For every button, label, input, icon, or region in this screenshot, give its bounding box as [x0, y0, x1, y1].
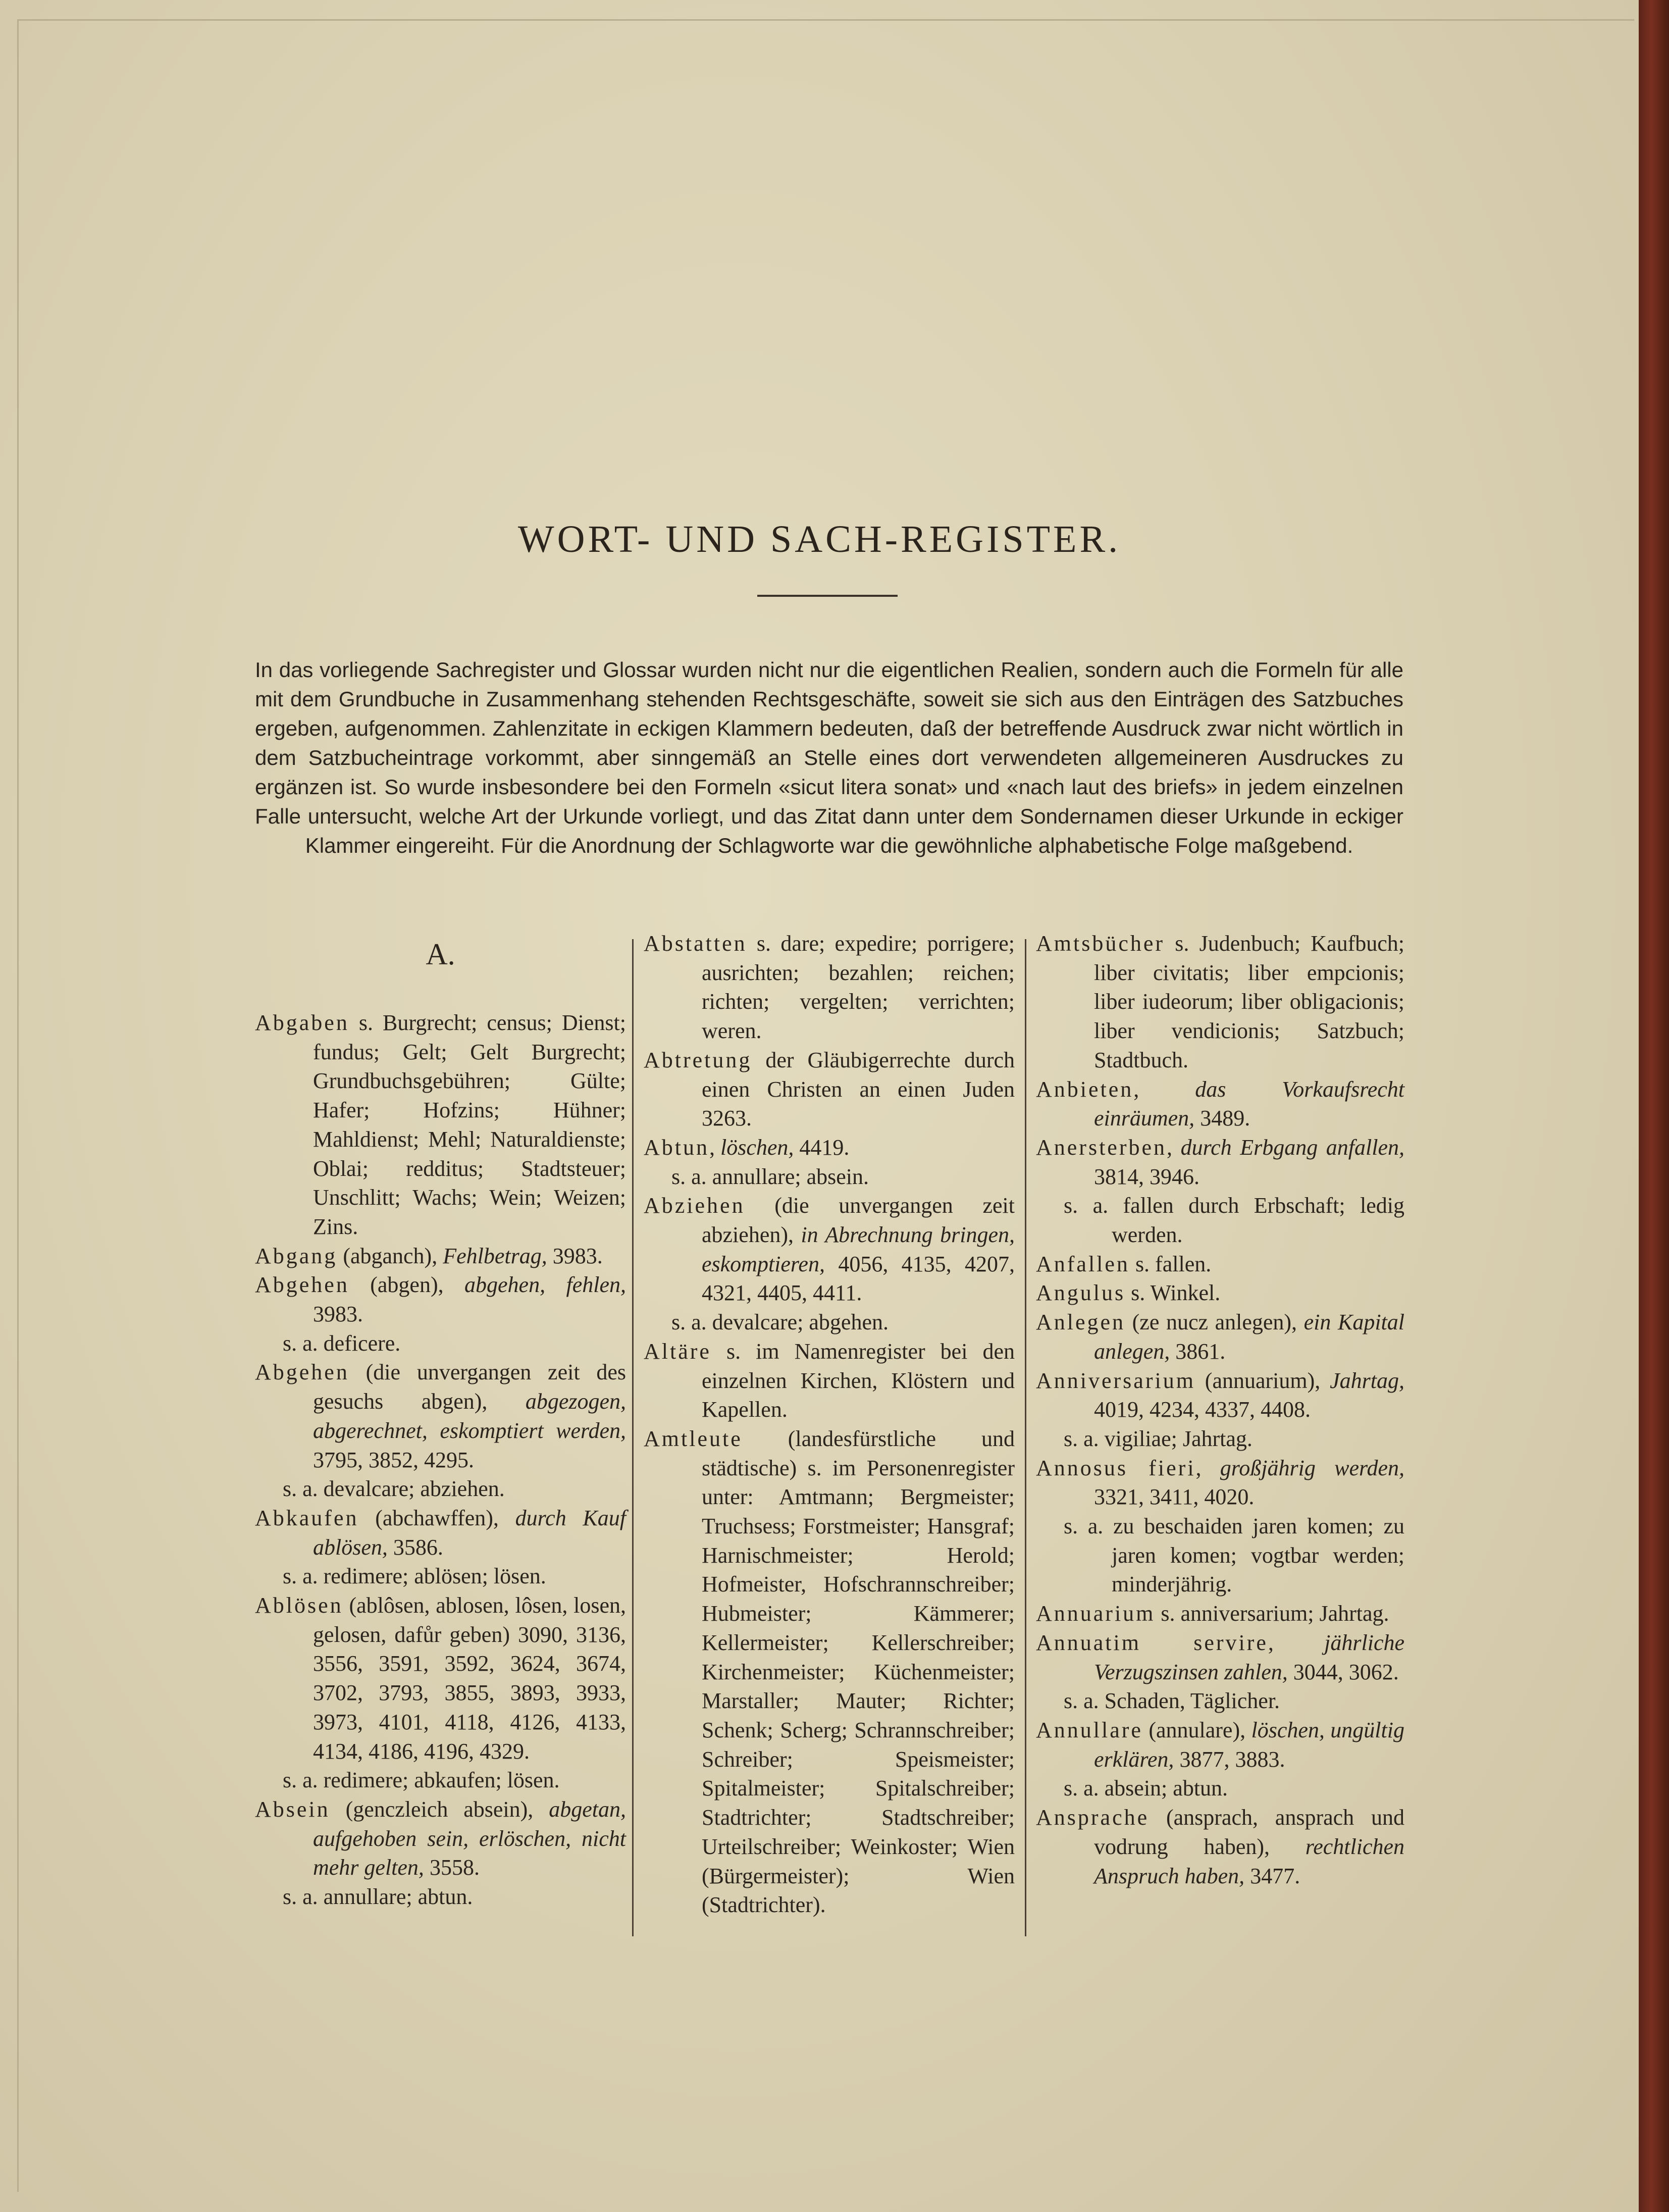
column-divider-right: [1025, 939, 1026, 1936]
entry-text: ,: [1167, 1135, 1181, 1160]
entry-headword: Annuatim servire: [1036, 1630, 1268, 1655]
entry-text: s. dare; expedire; porrigere; ausrichten; bezahlen; reichen; richten; vergelten; verrichten; weren.: [702, 931, 1015, 1044]
entry-text: der Gläubigerrechte durch einen Christen an einen Juden 3263.: [702, 1047, 1015, 1131]
index-entry: [255, 1591, 626, 1766]
cross-reference: s. a. redimere; ablösen; lösen.: [283, 1564, 546, 1589]
entry-gloss: abgehen, fehlen,: [464, 1272, 626, 1298]
index-entry: [1036, 1278, 1404, 1308]
entry-headword: Abziehen: [644, 1193, 745, 1218]
entry-text: (abchawffen),: [358, 1505, 515, 1530]
index-entry: [644, 1424, 1015, 1920]
index-entry: [1036, 1133, 1404, 1191]
entry-headword: Anersterben: [1036, 1135, 1167, 1160]
entry-refs: 3489.: [1194, 1106, 1250, 1131]
index-entry: [644, 1133, 1015, 1162]
page-title: WORT- UND SACH-REGISTER.: [517, 518, 1121, 560]
entry-refs: 3861.: [1170, 1339, 1226, 1364]
entry-headword: Abgehen: [255, 1360, 349, 1385]
index-entry: [1036, 1716, 1404, 1774]
entry-refs: 3983.: [547, 1243, 603, 1268]
index-entry: [1036, 1454, 1404, 1512]
index-entry: [255, 1358, 626, 1474]
entry-headword: Abtun: [644, 1135, 709, 1160]
entry-headword: Anlegen: [1036, 1310, 1126, 1335]
index-column-2: [644, 929, 1015, 1920]
entry-headword: Ablösen: [255, 1593, 343, 1618]
entry-headword: Anbieten: [1036, 1076, 1134, 1102]
index-entry: [644, 929, 1015, 1046]
index-entry: [255, 1270, 626, 1328]
index-column-3: [1036, 929, 1404, 1890]
index-entry: [1036, 1599, 1404, 1628]
entry-text: s. Winkel.: [1125, 1280, 1221, 1306]
index-entry: [644, 1337, 1015, 1424]
entry-text: ,: [1268, 1630, 1325, 1655]
index-entry: [1036, 929, 1404, 1075]
entry-headword: Abkaufen: [255, 1505, 359, 1530]
entry-refs: 4419.: [794, 1135, 850, 1160]
entry-gloss: Jahrtag,: [1330, 1368, 1404, 1393]
entry-gloss: großjährig werden,: [1220, 1455, 1404, 1480]
title-divider: [757, 595, 898, 597]
entry-text: (die unvergangen zeit des gesuchs abgen),: [313, 1360, 626, 1414]
entry-gloss: abgezogen, abgerechnet, eskomptiert werden,: [313, 1389, 626, 1443]
entry-headword: Absein: [255, 1796, 330, 1822]
entry-refs: 3477.: [1244, 1863, 1300, 1888]
entry-headword: Annosus fieri: [1036, 1455, 1196, 1480]
index-entry: [1036, 1308, 1404, 1366]
entry-refs: 3877, 3883.: [1174, 1746, 1285, 1772]
entry-headword: Angulus: [1036, 1280, 1126, 1306]
entry-gloss: das Vorkaufsrecht einräumen,: [1094, 1076, 1404, 1131]
entry-headword: Amtsbücher: [1036, 931, 1165, 956]
entry-text: ,: [1195, 1455, 1220, 1480]
entry-text: (die unvergangen zeit abziehen),: [702, 1193, 1015, 1248]
entry-text: (ansprach, ansprach und vodrung haben),: [1094, 1805, 1404, 1859]
entry-refs: 3983.: [313, 1302, 363, 1327]
entry-gloss: in Abrechnung bringen, eskomptieren,: [702, 1222, 1015, 1276]
entry-gloss: löschen,: [720, 1135, 794, 1160]
index-entry: [644, 1191, 1015, 1308]
cross-reference: s. a. absein; abtun.: [1064, 1776, 1228, 1801]
cross-reference: s. a. zu beschaiden jaren komen; zu jaren komen; vogtbar werden; minderjährig.: [1064, 1514, 1404, 1597]
cross-reference: s. a. deficere.: [283, 1330, 401, 1356]
entry-refs: 4019, 4234, 4337, 4408.: [1094, 1397, 1311, 1422]
cross-reference: s. a. vigiliae; Jahrtag.: [1064, 1426, 1253, 1451]
index-entry: [255, 1504, 626, 1562]
entry-gloss: durch Erbgang anfallen,: [1180, 1135, 1404, 1160]
entry-text: (genczleich absein),: [330, 1796, 549, 1822]
index-entry: [1036, 1075, 1404, 1133]
entry-text: (abganch),: [337, 1243, 443, 1268]
entry-headword: Anniversarium: [1036, 1368, 1195, 1393]
entry-headword: Altäre: [644, 1339, 711, 1364]
entry-gloss: löschen, ungültig erklären,: [1094, 1717, 1404, 1772]
entry-text: ,: [1133, 1076, 1195, 1102]
section-letter: A.: [426, 938, 455, 971]
cross-reference: s. a. annullare; absein.: [671, 1164, 869, 1189]
entry-refs: 3321, 3411, 4020.: [1094, 1484, 1255, 1510]
index-entry: [1036, 1803, 1404, 1890]
entry-gloss: Fehlbetrag,: [443, 1243, 547, 1268]
book-spine-edge: [1639, 0, 1669, 2212]
entry-text: s. Judenbuch; Kaufbuch; liber civitatis; liber empcionis; liber iudeorum; liber obligacionis; liber vendicionis; Satzbuch; Stadtbuch.: [1094, 931, 1404, 1072]
index-entry: [255, 1008, 626, 1242]
entry-headword: Anfallen: [1036, 1251, 1130, 1276]
index-entry: [644, 1046, 1015, 1133]
cross-reference: s. a. redimere; abkaufen; lösen.: [283, 1768, 560, 1793]
entry-text: (abgen),: [349, 1272, 465, 1298]
entry-refs: 4056, 4135, 4207, 4321, 4405, 4411.: [702, 1251, 1015, 1306]
entry-refs: 3814, 3946.: [1094, 1164, 1199, 1189]
entry-refs: 3795, 3852, 4295.: [313, 1447, 474, 1472]
cross-reference: s. a. annullare; abtun.: [283, 1884, 473, 1910]
entry-gloss: rechtlichen Anspruch haben,: [1094, 1834, 1404, 1888]
entry-text: (ablôsen, ablosen, lôsen, losen, gelosen, dafůr geben) 3090, 3136, 3556, 3591, 3592, 3624, 3674, 3702, 3793, 3855, 3893, 3933, 3973, 4101, 4118, 4126, 4133, 4134, 4186, 4196, 4329.: [313, 1593, 626, 1764]
entry-text: (annuarium),: [1195, 1368, 1330, 1393]
entry-headword: Abgaben: [255, 1010, 349, 1035]
entry-headword: Abtretung: [644, 1047, 752, 1072]
entry-text: s. im Namenregister bei den einzelnen Kirchen, Klöstern und Kapellen.: [702, 1339, 1015, 1422]
entry-gloss: abgetan, aufgehoben sein, erlöschen, nicht mehr gelten,: [313, 1796, 626, 1880]
entry-text: s. anniversarium; Jahrtag.: [1155, 1601, 1389, 1626]
cross-reference: s. a. devalcare; abgehen.: [671, 1310, 889, 1335]
index-entry: [255, 1242, 626, 1271]
entry-headword: Abstatten: [644, 931, 747, 956]
entry-text: ,: [709, 1135, 720, 1160]
entry-headword: Annullare: [1036, 1717, 1143, 1742]
intro-paragraph: In das vorliegende Sachregister und Glossar wurden nicht nur die eigentlichen Realien, sondern auch die Formeln für alle mit dem Grundbuche in Zusammenhang stehenden Rechtsgeschäfte, soweit sie sich aus den Einträgen des Satzbuches ergeben, aufgenommen. Zahlenzitate in eckigen Klammern bedeuten, daß der betreffende Ausdruck zwar nicht wörtlich in dem Satzbucheintrage vorkommt, aber sinngemäß an Stelle eines dort verwendeten allgemeineren Ausdruckes zu ergänzen ist. So wurde insbesondere bei den Formeln «sicut litera sonat» und «nach laut des briefs» in jedem einzelnen Falle untersucht, welche Art der Urkunde vorliegt, und das Zitat dann unter dem Sondernamen dieser Urkunde in eckiger Klammer eingereiht. Für die Anordnung der Schlagworte war die gewöhnliche alphabetische Folge maßgebend.: [255, 658, 1403, 857]
entry-refs: 3586.: [387, 1534, 443, 1560]
index-entry: [1036, 1628, 1404, 1686]
index-entry: [255, 1795, 626, 1882]
entry-text: (annulare),: [1142, 1717, 1251, 1742]
entry-text: s. fallen.: [1129, 1251, 1212, 1276]
entry-gloss: ein Kapital anlegen,: [1094, 1310, 1405, 1364]
entry-refs: 3044, 3062.: [1287, 1659, 1399, 1684]
index-entry: [1036, 1250, 1404, 1279]
entry-text: (landesfürstliche und städtische) s. im Personenregister unter: Amtmann; Bergmeister; Truchsess; Forstmeister; Hansgraf; Harnischmeister; Herold; Hofmeister, Hofschrannschreiber; Hubmeister; Kämmerer; Kellermeister; Kellerschreiber; Kirchenmeister; Küchenmeister; Marstaller; Mauter; Richter; Schenk; Scherg; Schrannschreiber; Schreiber; Speismeister; Spitalmeister; Spitalschreiber; Stadtrichter; Stadtschreiber; Urteilschreiber; Weinkoster; Wien (Bürgermeister); Wien (Stadtrichter).: [702, 1426, 1015, 1918]
entry-headword: Abgang: [255, 1243, 338, 1268]
entry-gloss: jährliche Verzugszinsen zahlen,: [1094, 1630, 1404, 1684]
index-column-1: [255, 929, 626, 1912]
entry-text: s. Burgrecht; census; Dienst; fundus; Gelt; Gelt Burgrecht; Grundbuchsgebühren; Gülte; Hafer; Hofzins; Hühner; Mahldienst; Mehl; Naturaldienste; Oblai; redditus; Stadtsteuer; Unschlitt; Wachs; Wein; Weizen; Zins.: [313, 1010, 626, 1239]
cross-reference: s. a. fallen durch Erbschaft; ledig werden.: [1064, 1193, 1404, 1248]
entry-headword: Amtleute: [644, 1426, 743, 1451]
entry-headword: Ansprache: [1036, 1805, 1150, 1830]
entry-gloss: durch Kauf ablösen,: [313, 1505, 626, 1560]
entry-headword: Annuarium: [1036, 1601, 1156, 1626]
entry-text: (ze nucz anlegen),: [1125, 1310, 1304, 1335]
index-entry: [1036, 1366, 1404, 1424]
entry-refs: 3558.: [424, 1855, 480, 1880]
cross-reference: s. a. Schaden, Täglicher.: [1064, 1688, 1280, 1714]
column-divider-left: [632, 939, 634, 1936]
cross-reference: s. a. devalcare; abziehen.: [283, 1476, 505, 1502]
entry-headword: Abgehen: [255, 1272, 349, 1298]
